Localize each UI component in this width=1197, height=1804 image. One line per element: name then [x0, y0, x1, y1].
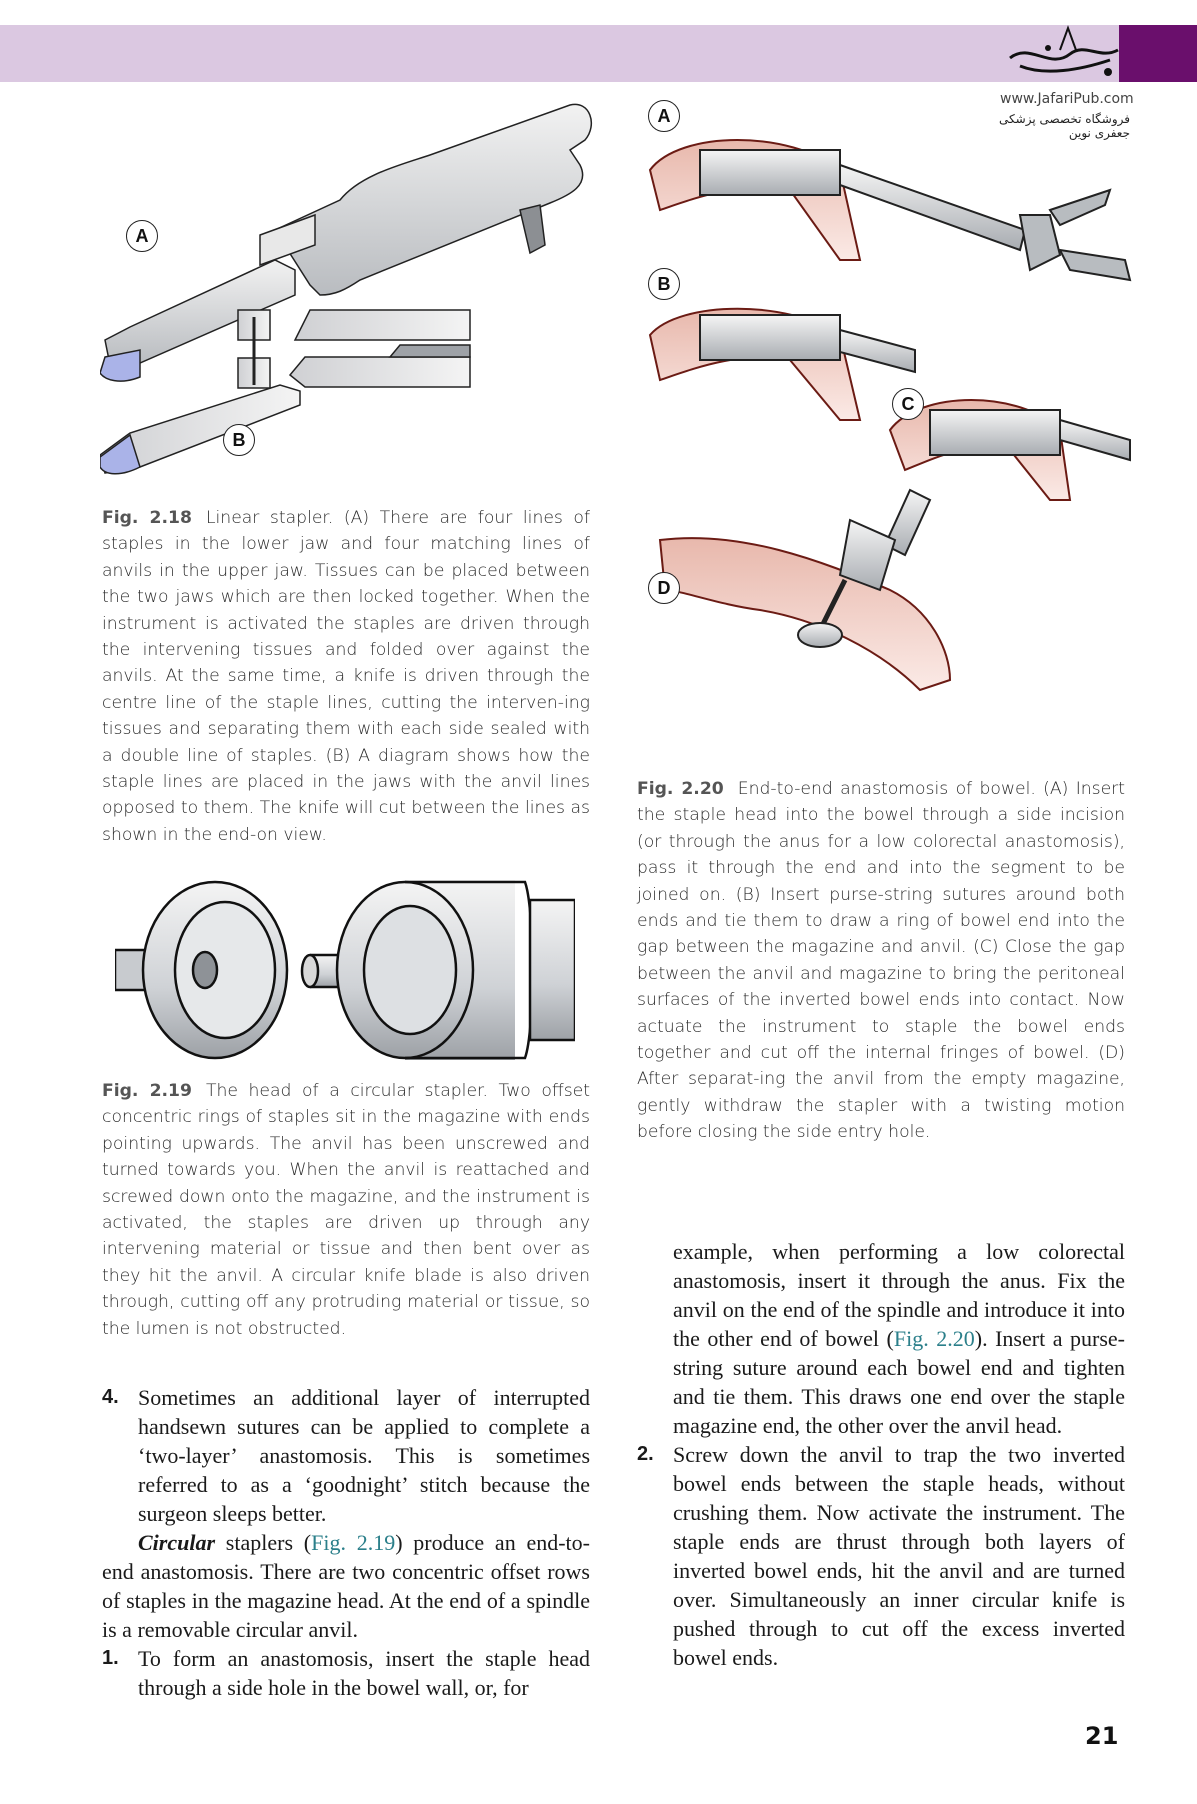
list-item-4 — [102, 1383, 590, 1528]
list-item-text: ). Insert a purse-string suture around each bowel end and tighten and tie them. This draws one end over the staple magazine end, the other over the anvil head. — [673, 1326, 1125, 1438]
list-item-text: To form an anastomosis, insert the staple head through a side hole in the bowel wall, or, for — [138, 1646, 590, 1700]
publisher-url[interactable]: www.JafariPub.com — [1000, 91, 1134, 107]
figure-2-20-label-c: C — [892, 388, 924, 420]
figure-number: Fig. 2.18 — [102, 508, 192, 528]
header-band — [0, 25, 1119, 82]
list-item-2 — [637, 1440, 1125, 1672]
figure-2-19-circular-stapler-head — [115, 880, 575, 1060]
body-right-column — [637, 1237, 1125, 1672]
list-item-text: example, when performing a low colorectal anastomosis, insert it through the anus. Fix the anvil on the end of the spindle and introduce it into the other end of bowel ( — [673, 1239, 1125, 1351]
figure-2-18-label-b: B — [223, 424, 255, 456]
figure-2-18-caption — [102, 505, 590, 848]
caption-text: End-to-end anastomosis of bowel. (A) Insert the staple head into the bowel through a side incision (or through the anus for a low colorectal anastomosis), pass it through the end and into the segment to be joined on. (B) Insert purse-string sutures around both ends and tie them to draw a ring of bowel end into the gap between the magazine and anvil. (C) Close the gap between the anvil and magazine to bring the peritoneal surfaces of the inverted bowel ends into contact. Now actuate the instrument to staple the bowel ends together and cut off the internal fringes of bowel. (D) After separat-ing the anvil from the empty magazine, gently withdraw the stapler with a twisting motion before closing the side entry hole. — [637, 779, 1125, 1143]
figure-2-20-label-d: D — [648, 572, 680, 604]
staple-line-diagram — [238, 310, 470, 388]
list-item-text: Screw down the anvil to trap the two inverted bowel ends between the staple heads, without crushing them. Now activate the instrument. The staple ends are thrust through both layers of inverted bowel ends, hit the anvil and are turned over. Simultaneously an inner circular knife is pushed through to cut off the excess inverted bowel ends. — [673, 1442, 1125, 1670]
figure-2-19-link[interactable]: Fig. 2.19 — [311, 1530, 396, 1555]
body-left-column — [102, 1383, 590, 1702]
paragraph-text: staplers ( — [215, 1530, 312, 1555]
figure-2-19-caption — [102, 1078, 590, 1342]
list-item-1-continued — [637, 1237, 1125, 1440]
list-number: 1. — [102, 1647, 119, 1669]
step-a — [650, 140, 1130, 280]
figure-2-20-caption — [637, 776, 1125, 1146]
publisher-logo-icon — [990, 20, 1140, 80]
figure-2-18-linear-stapler — [100, 95, 610, 485]
list-item-1 — [102, 1644, 590, 1702]
figure-2-20-label-b: B — [648, 268, 680, 300]
figure-2-20-bowel-anastomosis — [640, 110, 1140, 760]
figure-2-20-link[interactable]: Fig. 2.20 — [893, 1326, 975, 1351]
figure-2-18-label-a: A — [126, 220, 158, 252]
paragraph-text: ) produce an end-to-end anastomosis. There are two concentric offset rows of staples in the magazine head. At the end of a spindle is a removable circular anvil. — [102, 1530, 590, 1642]
list-item-text: Sometimes an additional layer of interrupted handsewn sutures can be applied to complete a ‘two-layer’ anastomosis. This is sometimes referred to as a ‘goodnight’ stitch because the surgeon sleeps better. — [138, 1385, 590, 1526]
figure-number: Fig. 2.20 — [637, 779, 724, 799]
anvil-stem — [115, 950, 145, 990]
staple-cartridge — [100, 385, 300, 474]
step-b — [650, 309, 915, 420]
figure-2-20-label-a: A — [648, 100, 680, 132]
publisher-tagline: فروشگاه تخصصی پزشکی جعفری نوین — [999, 112, 1130, 140]
list-number: 2. — [637, 1443, 654, 1465]
caption-text: The head of a circular stapler. Two offset concentric rings of staples sit in the magazine with ends pointing upwards. The anvil has been unscrewed and turned towards you. When the anvil is reattached and screwed down onto the magazine, and the instrument is activated, the staples are driven up through any intervening material or tissue and then bent over as they hit the anvil. A circular knife blade is also driven through, cutting off any protruding material or tissue, so the lumen is not obstructed. — [102, 1081, 590, 1339]
paragraph-circular-staplers — [102, 1528, 590, 1644]
figure-number: Fig. 2.19 — [102, 1081, 192, 1101]
term-circular: Circular — [138, 1530, 216, 1555]
step-d — [660, 490, 950, 690]
page-number: 21 — [1085, 1722, 1119, 1750]
step-c — [890, 400, 1130, 500]
list-number: 4. — [102, 1386, 119, 1408]
caption-text: Linear stapler. (A) There are four lines of staples in the lower jaw and four matching lines of anvils in the upper jaw. Tissues can be placed between the two jaws which are then locked together. When the instrument is activated the staples are driven through the intervening tissues and folded over against the anvils. At the same time, a knife is driven through the centre line of the staple lines, cutting the interven-ing tissues and separating them with each side sealed with a double line of staples. (B) A diagram shows how the staple lines are placed in the jaws with the anvil lines opposed to them. The knife will cut between the lines as shown in the end-on view. — [102, 508, 590, 845]
